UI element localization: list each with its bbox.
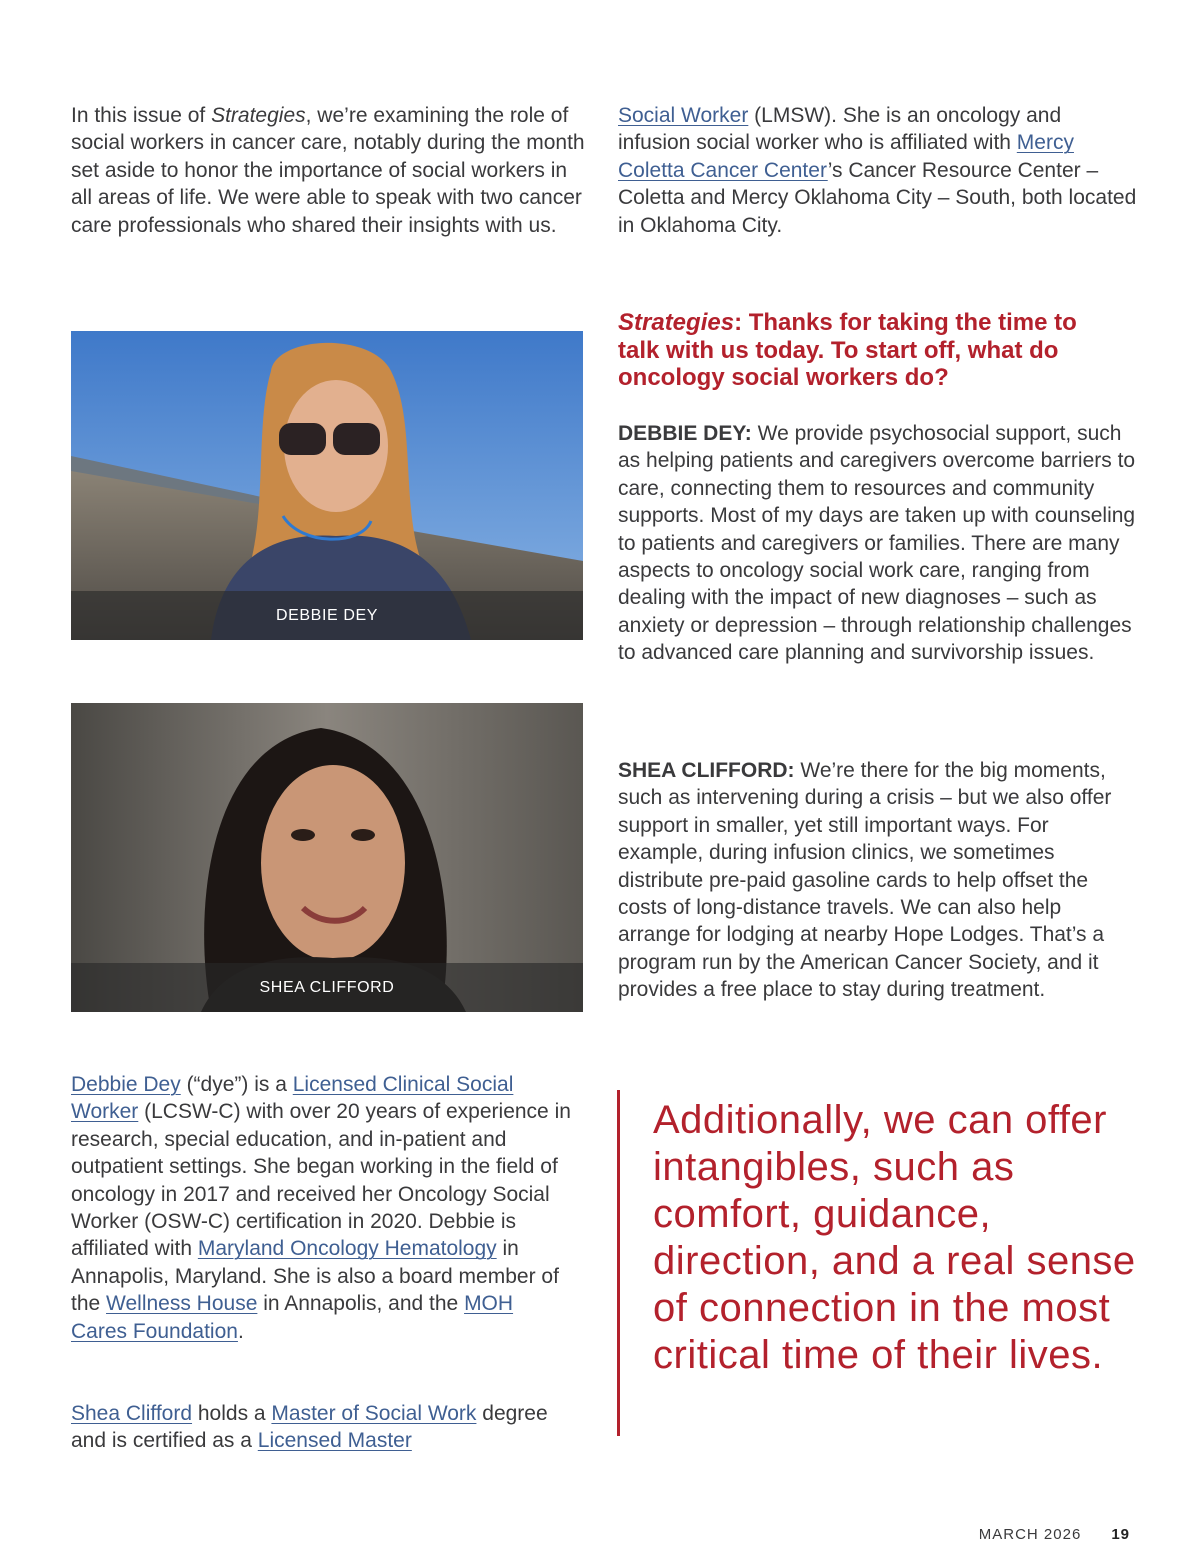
intro-paragraph <box>71 102 586 239</box>
page-number: 19 <box>1111 1526 1130 1543</box>
link-debbie-dey[interactable]: Debbie Dey <box>71 1073 181 1096</box>
pull-quote: Additionally, we can offer intangibles, such as comfort, guidance, direction, and a real sense of connection in the most critical time of their lives. <box>653 1098 1136 1377</box>
photo-debbie-dey <box>71 331 583 640</box>
question-text: : Thanks for taking the time to talk with us today. To start off, what do oncology social workers do? <box>618 309 1077 391</box>
intro-text: , we’re examining the role of social workers in cancer care, notably during the month set aside to honor the importance of social workers in all areas of life. We were able to speak with two cancer care professionals who shared their insights with us. <box>71 104 585 237</box>
bio-text: (“dye”) is a <box>180 1073 293 1096</box>
bio-text: in Annapolis, Maryland. She is also a board member of the <box>71 1237 559 1316</box>
question-publication-name: Strategies <box>618 309 735 336</box>
intro-text: In this issue of <box>71 104 212 127</box>
bio-text: (LMSW). She is an oncology and infusion social worker who is affiliated with <box>618 104 1062 155</box>
link-licensed-clinical-social-worker[interactable]: Licensed Clinical Social Worker <box>71 1073 514 1124</box>
link-wellness-house[interactable]: Wellness House <box>106 1292 258 1316</box>
intro-publication-name: Strategies <box>211 104 306 127</box>
speaker-label: SHEA CLIFFORD: <box>618 759 795 782</box>
bio-text: degree and is certified as a <box>71 1402 548 1453</box>
bio-text: holds a <box>192 1402 272 1425</box>
link-master-of-social-work[interactable]: Master of Social Work <box>271 1402 477 1425</box>
bio-text: ’s Cancer Resource Center – Coletta and Mercy Oklahoma City – South, both located in Oklahoma City. <box>618 158 1137 237</box>
link-mercy-coletta-cancer-center[interactable]: Mercy Coletta Cancer Center <box>618 131 1074 182</box>
bio-text: . <box>237 1319 244 1343</box>
photo-caption: SHEA CLIFFORD <box>71 963 583 1012</box>
photo-caption: DEBBIE DEY <box>71 591 583 640</box>
bio-text: (LCSW-C) with over 20 years of experience in research, special education, and in-patient and outpatient settings. She began working in the field of oncology in 2017 and received her Oncology Social Worker (OSW-C) certification in 2020. Debbie is affiliated with <box>71 1100 571 1261</box>
link-shea-clifford[interactable]: Shea Clifford <box>71 1402 193 1425</box>
bio-shea-clifford-continued <box>618 102 1138 239</box>
bio-shea-clifford <box>71 1400 571 1455</box>
link-licensed-master-social-worker[interactable]: Licensed Master <box>257 1429 412 1453</box>
link-moh-cares-foundation[interactable]: MOH Cares Foundation <box>71 1292 514 1343</box>
answer-text: We’re there for the big moments, such as intervening during a crisis – but we also offer support in smaller, yet still important ways. For example, during infusion clinics, we sometimes distribute pre-paid gasoline cards to help offset the costs of long-distance travels. We can also help arrange for lodging at nearby Hope Lodges. That’s a program run by the American Cancer Society, and it provides a free place to stay during treatment. <box>618 759 1112 1002</box>
answer-text: We provide psychosocial support, such as helping patients and caregivers overcome barriers to care, connecting them to resources and community supports. Most of my days are taken up with counseling to patients and caregivers or families. There are many aspects to oncology social work care, ranging from dealing with the impact of new diagnoses – such as anxiety or depression – through relationship challenges to advanced care planning and survivorship issues. <box>618 422 1136 665</box>
interview-question <box>618 309 1123 392</box>
answer-shea-clifford <box>618 757 1118 1004</box>
bio-text: in Annapolis, and the <box>257 1292 465 1316</box>
pull-quote-rule <box>617 1090 620 1436</box>
link-maryland-oncology-hematology[interactable]: Maryland Oncology Hematology <box>197 1237 497 1261</box>
link-licensed-master-social-worker[interactable]: Social Worker <box>618 104 749 127</box>
page-footer <box>979 1526 1130 1543</box>
speaker-label: DEBBIE DEY: <box>618 422 752 445</box>
issue-date: MARCH 2026 <box>978 1526 1082 1543</box>
answer-debbie-dey <box>618 420 1138 667</box>
photo-shea-clifford <box>71 703 583 1012</box>
bio-debbie-dey <box>71 1071 571 1345</box>
